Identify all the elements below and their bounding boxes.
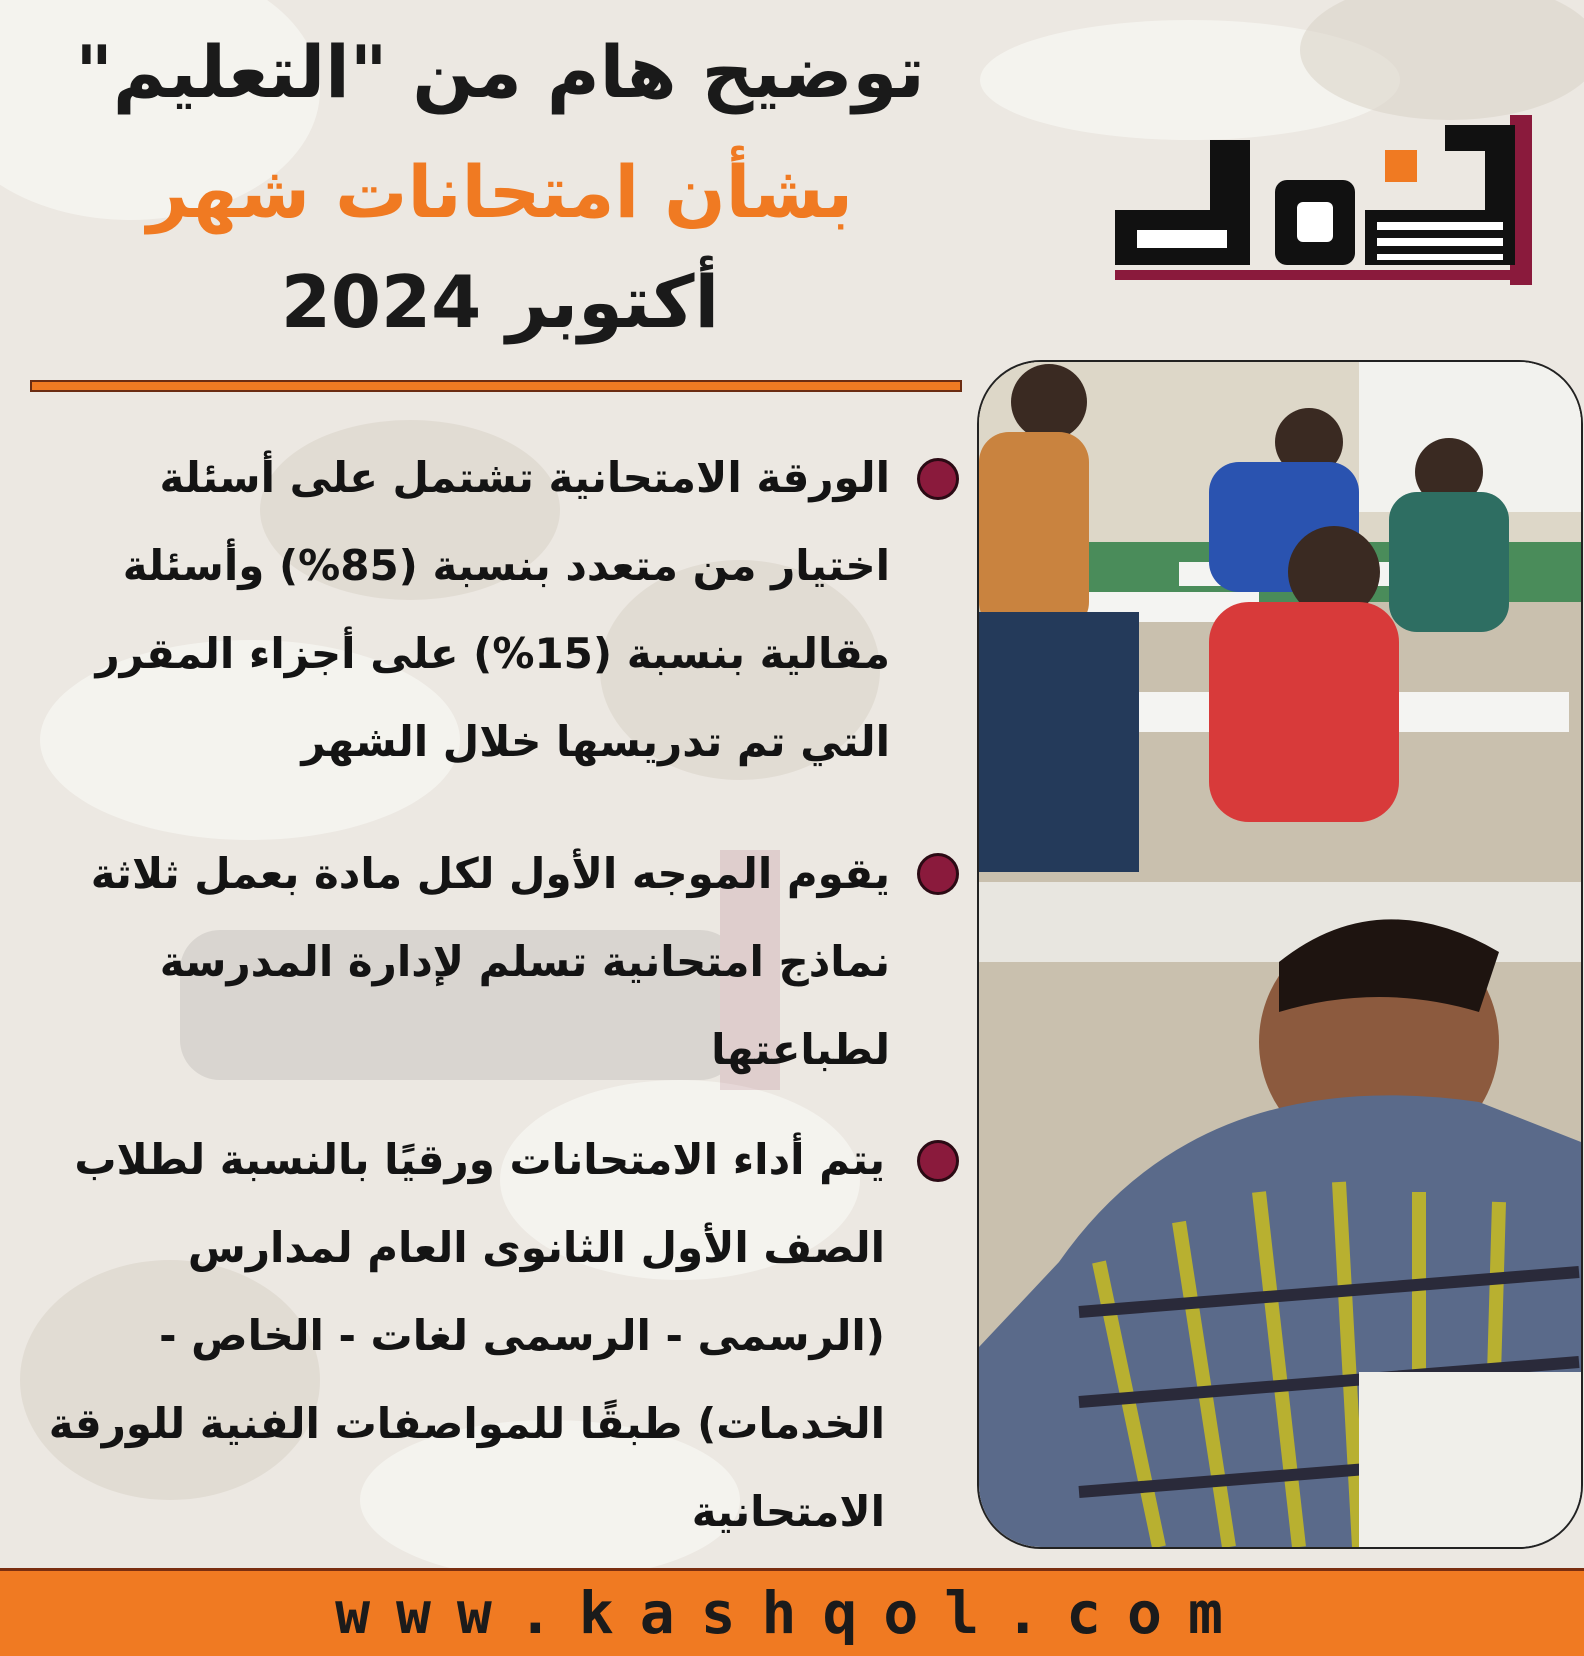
- bullet-3: [917, 1140, 959, 1182]
- headline-line-3: أكتوبر 2024: [280, 260, 720, 344]
- headline-line-1: توضيح هام من "التعليم": [75, 30, 925, 114]
- footer-bar: [0, 1568, 1584, 1656]
- headline-line-2: بشأن امتحانات شهر: [146, 150, 854, 234]
- bullet-2: [917, 853, 959, 895]
- point-1-text: الورقة الامتحانية تشتمل على أسئلة اختيار من متعدد بنسبة (85%) وأسئلة مقالية بنسبة (15%) على أجزاء المقرر التي تم تدريسها خلال الشهر: [95, 453, 890, 766]
- title-divider: [30, 380, 962, 392]
- kashkol-logo: [1115, 110, 1540, 290]
- point-2-text: يقوم الموجه الأول لكل مادة بعمل ثلاثة نماذج امتحانية تسلم لإدارة المدرسة لطباعتها: [90, 849, 890, 1074]
- exam-classroom-photo: [977, 360, 1583, 1549]
- point-3-text: يتم أداء الامتحانات ورقيًا بالنسبة لطلاب الصف الأول الثانوى العام لمدارس (الرسمى - الرسمى لغات - الخاص - الخدمات) طبقًا للمواصفات الفنية للورقة الامتحانية: [48, 1135, 885, 1536]
- bullet-1: [917, 458, 959, 500]
- website-url[interactable]: www.kashqol.com: [335, 1579, 1249, 1647]
